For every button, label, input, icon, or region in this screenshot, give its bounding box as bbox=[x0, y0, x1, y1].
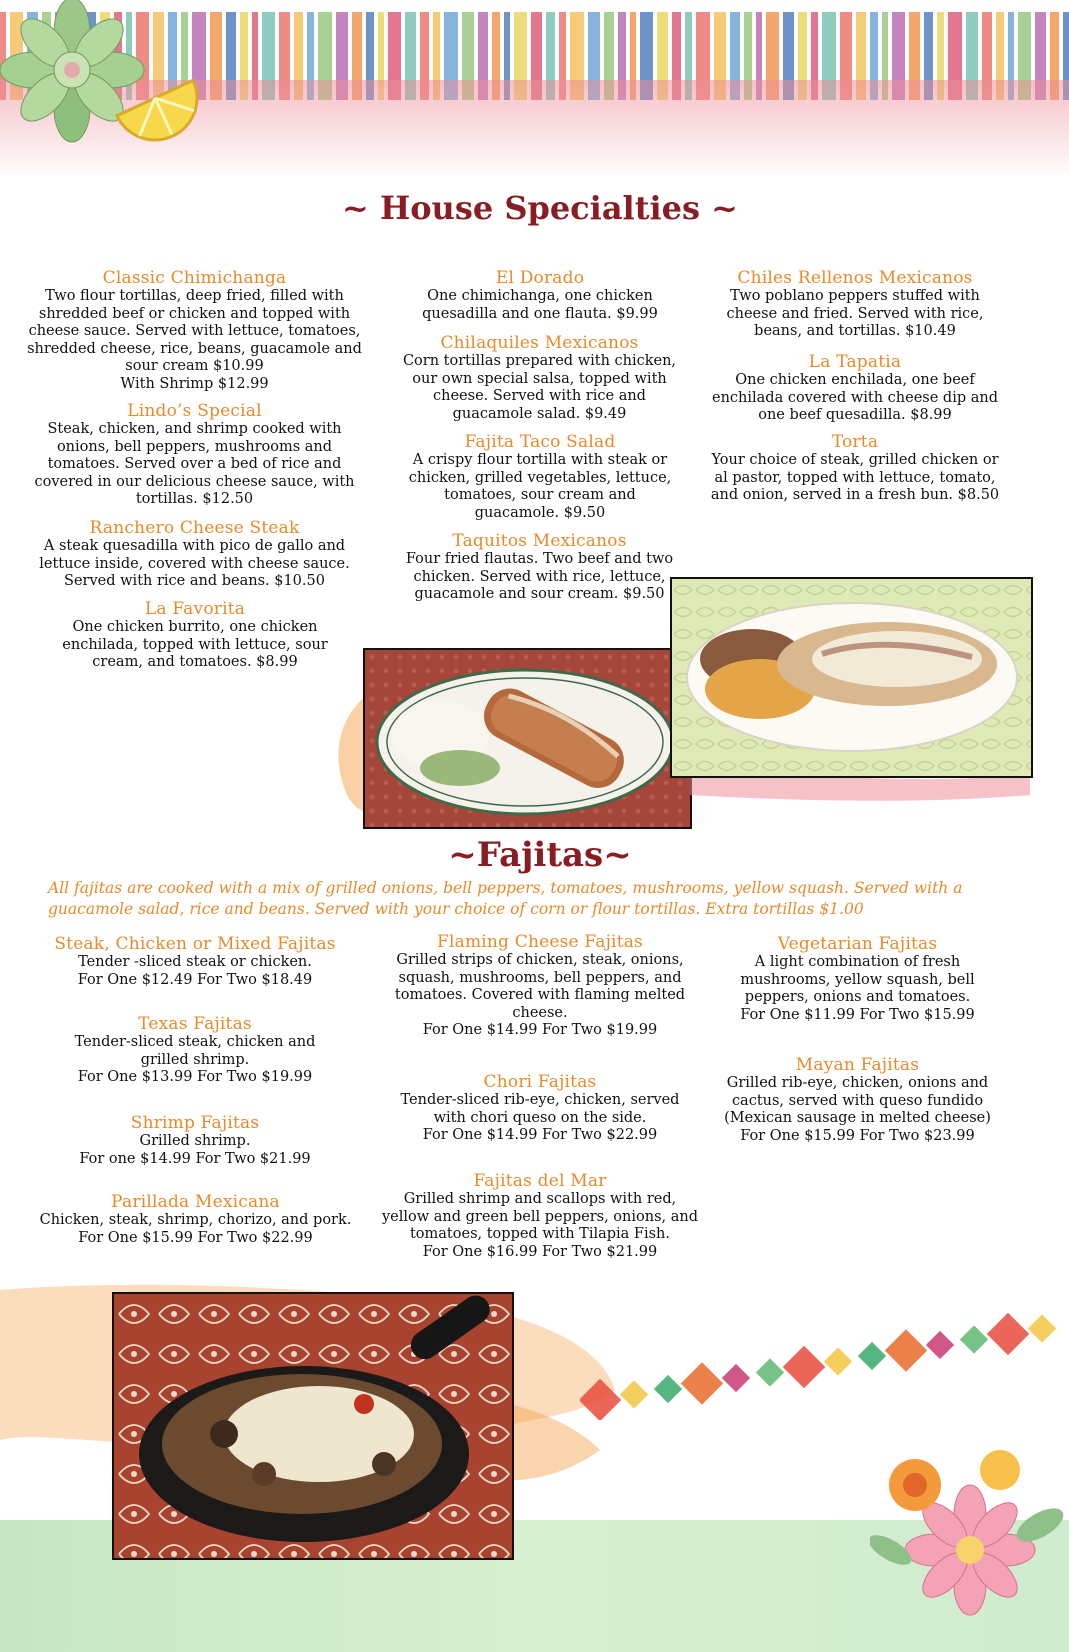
fajita-item-shrimp bbox=[50, 1113, 340, 1168]
menu-item-la-favorita bbox=[50, 599, 340, 672]
menu-item-chiles-rellenos bbox=[710, 268, 1000, 341]
item-description: Tender-sliced rib-eye, chicken, served with chori queso on the side. bbox=[400, 1092, 680, 1126]
fajita-item-vegetarian bbox=[720, 934, 995, 1024]
fajita-skillet-photo bbox=[112, 1292, 514, 1560]
item-description: One chicken enchilada, one beef enchilada covered with cheese dip and one beef quesadilla. $8.99 bbox=[711, 372, 998, 423]
item-price: For One $11.99 For Two $15.99 bbox=[740, 1006, 975, 1023]
house-specialties-title: ~ House Specialties ~ bbox=[342, 189, 738, 227]
item-price: For One $16.99 For Two $21.99 bbox=[422, 1243, 658, 1260]
banner-diamond bbox=[580, 1379, 621, 1420]
papel-picado-banner bbox=[580, 1300, 1069, 1420]
item-description: Two flour tortillas, deep fried, filled with shredded beef or chicken and topped with cheese sauce. Served with lettuce, tomatoes, shredded cheese, rice, beans, guacamole and sour cream $10.99 bbox=[27, 288, 362, 374]
chiles-rellenos-photo bbox=[670, 577, 1033, 778]
item-price: For One $15.99 For Two $23.99 bbox=[740, 1127, 975, 1144]
item-price: For One $15.99 For Two $22.99 bbox=[78, 1229, 313, 1246]
menu-item-fajita-taco-salad bbox=[400, 432, 680, 522]
item-description: Grilled strips of chicken, steak, onions, squash, mushrooms, bell peppers, and tomatoes. Covered with flaming melted cheese. bbox=[394, 952, 686, 1021]
banner-diamond bbox=[960, 1325, 988, 1353]
banner-diamond bbox=[885, 1329, 927, 1371]
fajita-item-mayan bbox=[710, 1055, 1005, 1145]
fajita-item-steak-chicken-mixed bbox=[30, 934, 360, 989]
succulent-lemon-icon bbox=[0, 0, 210, 145]
item-description: One chimichanga, one chicken quesadilla and one flauta. $9.99 bbox=[422, 288, 658, 322]
item-name: Taquitos Mexicanos bbox=[452, 531, 627, 551]
fajita-item-parillada bbox=[18, 1192, 373, 1247]
item-description: Corn tortillas prepared with chicken, our own special salsa, topped with cheese. Served with rice and guacamole salad. $9.49 bbox=[402, 353, 677, 422]
item-description: A crispy flour tortilla with steak or chicken, grilled vegetables, lettuce, tomatoes, sour cream and guacamole. $9.50 bbox=[408, 452, 672, 521]
item-price: For One $14.99 For Two $22.99 bbox=[422, 1127, 658, 1143]
item-name: Lindo’s Special bbox=[127, 401, 262, 421]
item-name: Torta bbox=[831, 432, 879, 452]
item-description: One chicken burrito, one chicken enchilada, topped with lettuce, sour cream, and tomatoes. $8.99 bbox=[62, 619, 328, 670]
menu-item-torta bbox=[705, 432, 1005, 505]
item-extra: With Shrimp $12.99 bbox=[120, 375, 269, 392]
item-description: Two poblano peppers stuffed with cheese and fried. Served with rice, beans, and tortillas. $10.49 bbox=[726, 288, 984, 339]
banner-diamond bbox=[654, 1375, 682, 1403]
item-name: Vegetarian Fajitas bbox=[777, 934, 938, 954]
banner-diamond bbox=[722, 1364, 750, 1392]
item-name: Chilaquiles Mexicanos bbox=[440, 333, 639, 353]
item-name: Parillada Mexicana bbox=[111, 1192, 280, 1212]
item-name: El Dorado bbox=[495, 268, 585, 288]
banner-diamond bbox=[824, 1347, 852, 1375]
item-description: Grilled shrimp and scallops with red, yellow and green bell peppers, onions, and tomatoes, topped with Tilapia Fish. bbox=[381, 1191, 699, 1242]
menu-item-la-tapatia bbox=[710, 352, 1000, 425]
fajita-item-flaming-cheese bbox=[380, 932, 700, 1040]
item-name: Shrimp Fajitas bbox=[130, 1113, 260, 1133]
item-name: Chori Fajitas bbox=[483, 1072, 597, 1092]
item-name: Ranchero Cheese Steak bbox=[89, 518, 300, 538]
banner-diamond bbox=[783, 1346, 825, 1388]
fajitas-title: ~Fajitas~ bbox=[448, 835, 632, 875]
item-price: For One $14.99 For Two $19.99 bbox=[422, 1022, 658, 1038]
item-name: Classic Chimichanga bbox=[102, 268, 287, 288]
flower-bouquet-icon bbox=[870, 1430, 1069, 1652]
item-name: La Favorita bbox=[144, 599, 246, 619]
item-description: Four fried flautas. Two beef and two chicken. Served with rice, lettuce, guacamole and sour cream. $9.50 bbox=[405, 551, 674, 602]
fajita-item-texas bbox=[50, 1014, 340, 1087]
banner-diamond bbox=[1028, 1314, 1056, 1342]
menu-item-el-dorado bbox=[400, 268, 680, 323]
item-name: Steak, Chicken or Mixed Fajitas bbox=[54, 934, 336, 954]
item-price: For one $14.99 For Two $21.99 bbox=[79, 1150, 311, 1167]
menu-item-taquitos-mexicanos bbox=[392, 531, 687, 604]
menu-item-ranchero-cheese-steak bbox=[22, 518, 367, 591]
item-name: Flaming Cheese Fajitas bbox=[436, 932, 643, 952]
item-description: Your choice of steak, grilled chicken or al pastor, topped with lettuce, tomato, and onion, served in a fresh bun. $8.50 bbox=[710, 452, 1000, 503]
item-price: For One $13.99 For Two $19.99 bbox=[77, 1069, 313, 1085]
item-price: For One $12.49 For Two $18.49 bbox=[77, 971, 313, 988]
item-name: Texas Fajitas bbox=[138, 1014, 252, 1034]
chimichanga-photo bbox=[363, 648, 692, 829]
item-description: Grilled shrimp. bbox=[139, 1133, 251, 1149]
menu-item-classic-chimichanga bbox=[22, 268, 367, 393]
fajita-item-chori bbox=[385, 1072, 695, 1145]
banner-diamond bbox=[987, 1313, 1029, 1355]
item-description: A steak quesadilla with pico de gallo and lettuce inside, covered with cheese sauce. Served with rice and beans. $10.50 bbox=[39, 538, 350, 589]
item-description: Grilled rib-eye, chicken, onions and cactus, served with queso fundido (Mexican sausage in melted cheese) bbox=[724, 1075, 991, 1126]
banner-diamond bbox=[756, 1358, 784, 1386]
fajitas-intro: All fajitas are cooked with a mix of grilled onions, bell peppers, tomatoes, mushrooms, yellow squash. Served with a guacamole salad, rice and beans. Served with your choice of corn or flour tortillas. Extra tortillas $1.00 bbox=[48, 879, 963, 918]
item-name: Fajita Taco Salad bbox=[464, 432, 616, 452]
item-description: Tender-sliced steak, chicken and grilled shrimp. bbox=[74, 1034, 316, 1068]
item-description: Tender -sliced steak or chicken. bbox=[78, 954, 312, 970]
menu-item-chilaquiles-mexicanos bbox=[392, 333, 687, 423]
item-name: La Tapatia bbox=[808, 352, 902, 372]
fajita-item-del-mar bbox=[380, 1171, 700, 1261]
banner-diamond bbox=[926, 1331, 954, 1359]
item-description: Steak, chicken, and shrimp cooked with onions, bell peppers, mushrooms and tomatoes. Served over a bed of rice and covered in our delicious cheese sauce, with tortillas. $12.50 bbox=[34, 421, 355, 507]
item-name: Fajitas del Mar bbox=[473, 1171, 607, 1191]
banner-diamond bbox=[681, 1362, 723, 1404]
item-name: Chiles Rellenos Mexicanos bbox=[737, 268, 973, 288]
menu-item-lindos-special bbox=[22, 401, 367, 509]
item-description: A light combination of fresh mushrooms, yellow squash, bell peppers, onions and tomatoes. bbox=[740, 954, 975, 1005]
item-description: Chicken, steak, shrimp, chorizo, and pork. bbox=[39, 1212, 352, 1228]
banner-diamond bbox=[858, 1342, 886, 1370]
banner-diamond bbox=[620, 1380, 648, 1408]
item-name: Mayan Fajitas bbox=[795, 1055, 920, 1075]
